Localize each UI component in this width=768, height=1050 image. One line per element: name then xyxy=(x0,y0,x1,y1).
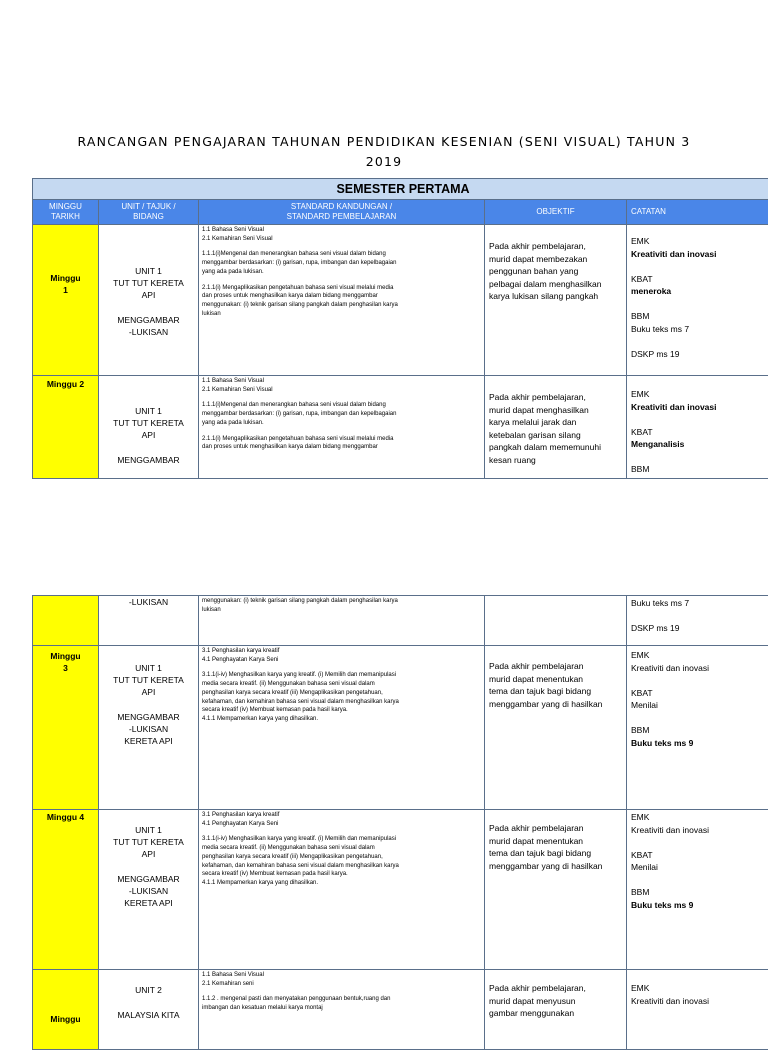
table-row xyxy=(33,970,768,1050)
table-row xyxy=(33,376,768,479)
week-cell: Minggu 4 xyxy=(33,810,99,970)
objective-cell: Pada akhir pembelajaran, murid dapat menghasilkan karya melalui jarak dan ketebalan garisan silang pangkah dalam mememunuhi kesan ruang xyxy=(485,376,627,479)
document-title xyxy=(40,132,728,172)
week-cell: Minggu xyxy=(33,970,99,1050)
notes-cell: EMK Kreativiti dan inovasi xyxy=(627,970,768,1050)
table-row xyxy=(33,596,768,646)
objective-cell: Pada akhir pembelajaran, murid dapat menyusun gambar menggunakan xyxy=(485,970,627,1050)
header-objektif: OBJEKTIF xyxy=(485,200,627,225)
week-cell: Minggu 3 xyxy=(33,646,99,810)
standard-cell: menggunakan: (i) teknik garisan silang pangkah dalam penghasilan karya lukisan xyxy=(199,596,485,646)
unit-cell: -LUKISAN xyxy=(99,596,199,646)
header-minggu: MINGGU TARIKH xyxy=(33,200,99,225)
unit-cell: UNIT 1 TUT TUT KERETA API MENGGAMBAR -LUKISAN KERETA API xyxy=(99,646,199,810)
lesson-plan-table-page2 xyxy=(32,595,768,1050)
objective-cell xyxy=(485,596,627,646)
notes-cell: EMK Kreativiti dan inovasi KBAT Menganalisis BBM xyxy=(627,376,768,479)
week-cell: Minggu 1 xyxy=(33,225,99,376)
standard-cell: 1.1 Bahasa Seni Visual 2.1 Kemahiran Seni Visual 1.1.1(i)Mengenal dan menerangkan bahasa seni visual dalam bidang menggambar berdasarkan: (i) garisan, rupa, imbangan dan kepelbagaian yang ada pada lukisan. 2.1.1(i) Mengaplikasikan pengetahuan bahasa seni visual melalui media dan proses untuk menghasilkan karya dalam bidang menggambar menggunakan: (i) teknik garisan silang pangkah dalam penghasilan karya lukisan xyxy=(199,225,485,376)
header-catatan: CATATAN xyxy=(627,200,768,225)
unit-cell: UNIT 1 TUT TUT KERETA API MENGGAMBAR -LUKISAN xyxy=(99,225,199,376)
semester-header: SEMESTER PERTAMA xyxy=(33,179,768,200)
unit-cell: UNIT 1 TUT TUT KERETA API MENGGAMBAR xyxy=(99,376,199,479)
lesson-plan-table-page1 xyxy=(32,178,768,479)
standard-cell: 3.1 Penghasilan karya kreatif 4.1 Penghayatan Karya Seni 3.1.1(i-iv) Menghasilkan karya yang kreatif. (i) Memilih dan memanipulasi media secara kreatif. (ii) Menggunakan bahasa seni visual dalam penghasilan karya secara kreatif (iii) Mengaplikasikan pengetahuan, kefahaman, dan kemahiran bahasa seni visual dalam menghasilkan karya secara kreatif (iv) Membuat kemasan pada hasil karya. 4.1.1 Mempamerkan karya yang dihasilkan. xyxy=(199,646,485,810)
unit-cell: UNIT 1 TUT TUT KERETA API MENGGAMBAR -LUKISAN KERETA API xyxy=(99,810,199,970)
week-cell: Minggu 2 xyxy=(33,376,99,479)
table-row xyxy=(33,225,768,376)
title-line-2: 2019 xyxy=(40,152,728,172)
header-standard: STANDARD KANDUNGAN / STANDARD PEMBELAJARAN xyxy=(199,200,485,225)
notes-cell: Buku teks ms 7 DSKP ms 19 xyxy=(627,596,768,646)
objective-cell: Pada akhir pembelajaran, murid dapat membezakan penggunan bahan yang pelbagai dalam menghasilkan karya lukisan silang pangkah xyxy=(485,225,627,376)
standard-cell: 1.1 Bahasa Seni Visual 2.1 Kemahiran seni 1.1.2 . mengenal pasti dan menyatakan penggunaan bentuk,ruang dan imbangan dan kesatuan melalui karya montaj xyxy=(199,970,485,1050)
unit-cell: UNIT 2 MALAYSIA KITA xyxy=(99,970,199,1050)
objective-cell: Pada akhir pembelajaran murid dapat menentukan tema dan tajuk bagi bidang menggambar yang di hasilkan xyxy=(485,810,627,970)
week-cell xyxy=(33,596,99,646)
column-headers xyxy=(33,200,768,225)
standard-cell: 1.1 Bahasa Seni Visual 2.1 Kemahiran Seni Visual 1.1.1(i)Mengenal dan menerangkan bahasa seni visual dalam bidang menggambar berdasarkan: (i) garisan, rupa, imbangan dan kepelbagaian yang ada pada lukisan. 2.1.1(i) Mengaplikasikan pengetahuan bahasa seni visual melalui media dan proses untuk menghasilkan karya dalam bidang menggambar xyxy=(199,376,485,479)
header-unit: UNIT / TAJUK / BIDANG xyxy=(99,200,199,225)
title-line-1: RANCANGAN PENGAJARAN TAHUNAN PENDIDIKAN KESENIAN (SENI VISUAL) TAHUN 3 xyxy=(40,132,728,152)
standard-cell: 3.1 Penghasilan karya kreatif 4.1 Penghayatan Karya Seni 3.1.1(i-iv) Menghasilkan karya yang kreatif. (i) Memilih dan memanipulasi media secara kreatif. (ii) Menggunakan bahasa seni visual dalam penghasilan karya secara kreatif (iii) Mengaplikasikan pengetahuan, kefahaman, dan kemahiran bahasa seni visual dalam menghasilkan karya secara kreatif (iv) Membuat kemasan pada hasil karya. 4.1.1 Mempamerkan karya yang dihasilkan. xyxy=(199,810,485,970)
notes-cell: EMK Kreativiti dan inovasi KBAT Menilai BBM Buku teks ms 9 xyxy=(627,810,768,970)
notes-cell: EMK Kreativiti dan inovasi KBAT Menilai BBM Buku teks ms 9 xyxy=(627,646,768,810)
notes-cell: EMK Kreativiti dan inovasi KBAT meneroka BBM Buku teks ms 7 DSKP ms 19 xyxy=(627,225,768,376)
table-row xyxy=(33,810,768,970)
table-row xyxy=(33,646,768,810)
objective-cell: Pada akhir pembelajaran murid dapat menentukan tema dan tajuk bagi bidang menggambar yang di hasilkan xyxy=(485,646,627,810)
